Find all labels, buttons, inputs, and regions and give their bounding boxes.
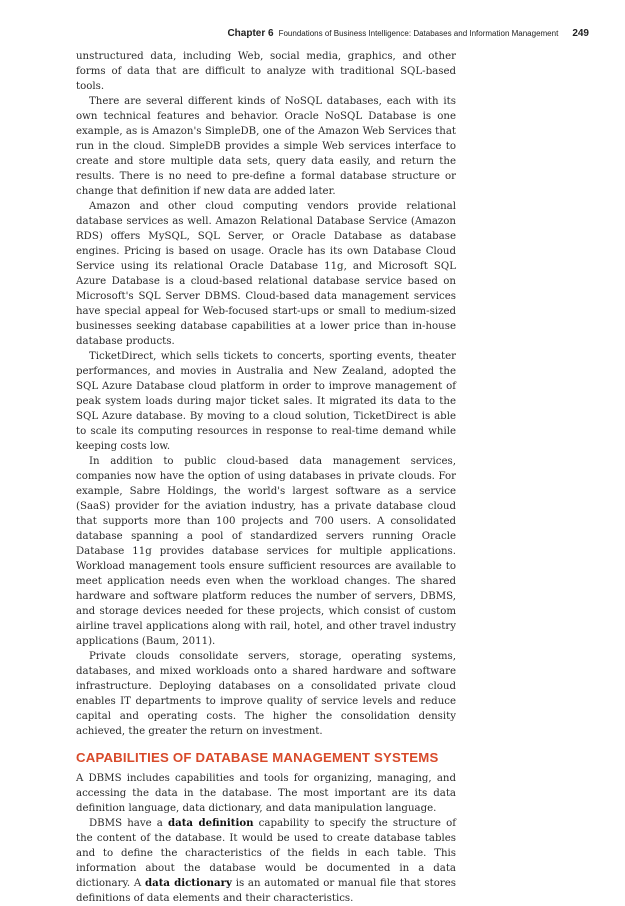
paragraph-text: is an automated or manual file that stores definitions of data elements and their characteristics. [76, 878, 456, 904]
section-heading: CAPABILITIES OF DATABASE MANAGEMENT SYSTEMS [76, 750, 439, 765]
chapter-title: Foundations of Business Intelligence: Databases and Information Management [278, 29, 559, 38]
paragraph-continued: unstructured data, including Web, social media, graphics, and other forms of data that are difficult to analyze with traditional SQL-based tools. [76, 51, 456, 92]
paragraph-text: capability to specify the structure of the content of the database. It would be used to create database tables and to define the characteristics of the fields in each table. This information about the database would be documented in a data dictionary. A [76, 818, 456, 889]
paragraph-text: DBMS have a [89, 818, 168, 829]
paragraph-private-clouds-sabre: In addition to public cloud-based data management services, companies now have the option of using databases in private clouds. For example, Sabre Holdings, the world's largest software as a service (SaaS) provider for the aviation industry, has a private database cloud that supports more than 100 projects and 700 users. A consolidated database spanning a pool of standardized servers running Oracle Database 11g provides database services for multiple applications. Workload management tools ensure sufficient resources are available to meet application needs even when the workload changes. The shared hardware and software platform reduces the number of servers, DBMS, and storage devices needed for these projects, which consist of custom airline travel applications along with rail, hotel, and other travel industry applications (Baum, 2011). [76, 456, 456, 647]
chapter-label: Chapter 6 [227, 28, 274, 39]
paragraph-nosql: There are several different kinds of NoSQL databases, each with its own technical features and behavior. Oracle NoSQL Database is one example, as is Amazon's SimpleDB, one of the Amazon Web Services that run in the cloud. SimpleDB provides a simple Web services interface to create and store multiple data sets, query data easily, and return the results. There is no need to pre-define a formal database structure or change that definition if new data are added later. [76, 96, 456, 197]
data-definition-paragraph [76, 816, 456, 906]
key-term-data-definition: data definition [167, 817, 254, 829]
key-term-data-dictionary: data dictionary [144, 877, 232, 889]
paragraph-private-clouds-consolidation: Private clouds consolidate servers, storage, operating systems, databases, and mixed workloads onto a shared hardware and software infrastructure. Deploying databases on a consolidated private cloud enables IT departments to improve quality of service levels and reduce capital and operating costs. The higher the consolidation density achieved, the greater the return on investment. [76, 651, 456, 737]
paragraph-cloud-vendors: Amazon and other cloud computing vendors provide relational database services as well. Amazon Relational Database Service (Amazon RDS) offers MySQL, SQL Server, or Oracle Database as database engines. Pricing is based on usage. Oracle has its own Database Cloud Service using its relational Oracle Database 11g, and Microsoft SQL Azure Database is a cloud-based relational database service based on Microsoft's SQL Server DBMS. Cloud-based data management services have special appeal for Web-focused start-ups or small to medium-sized businesses seeking database capabilities at a lower price than in-house database products. [76, 201, 456, 347]
page-number: 249 [572, 28, 589, 39]
paragraph-ticketdirect: TicketDirect, which sells tickets to concerts, sporting events, theater performances, and movies in Australia and New Zealand, adopted the SQL Azure Database cloud platform in order to improve management of peak system loads during major ticket sales. It migrated its data to the SQL Azure database. By moving to a cloud solution, TicketDirect is able to scale its computing resources in response to real-time demand while keeping costs low. [76, 351, 456, 452]
section-intro-paragraph: A DBMS includes capabilities and tools for organizing, managing, and accessing the data in the database. The most important are its data definition language, data dictionary, and data manipulation language. [76, 773, 456, 814]
running-head [120, 24, 589, 40]
body-text [76, 49, 456, 906]
